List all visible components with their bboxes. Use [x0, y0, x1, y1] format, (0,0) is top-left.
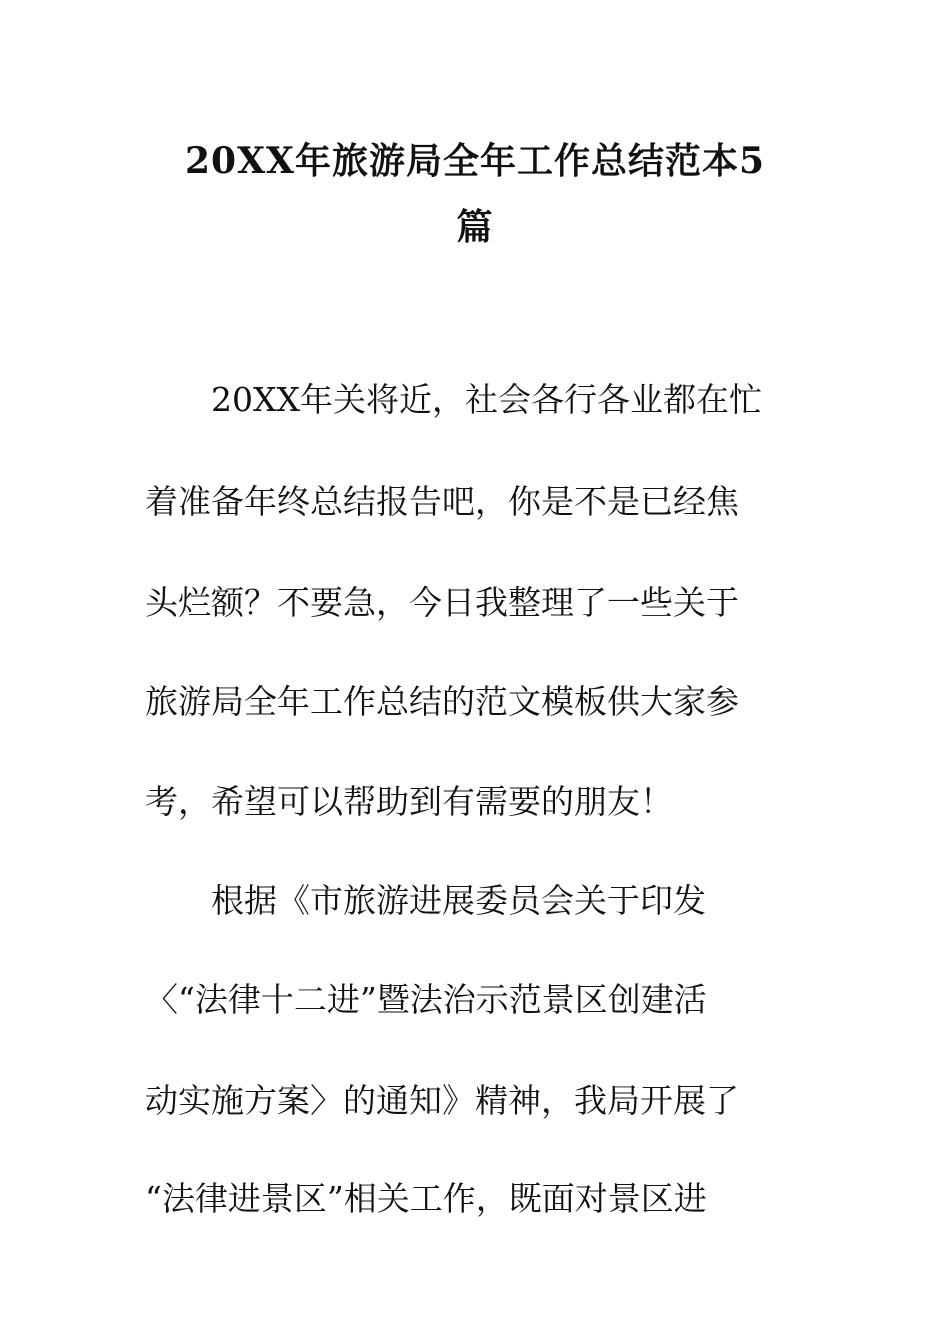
- paragraph-line: 〈“法律十二进”暨法治示范景区创建活: [145, 980, 707, 1019]
- title-line-1: 20XX年旅游局全年工作总结范本5: [184, 140, 765, 182]
- document-title: [145, 128, 805, 260]
- paragraph-line: 20XX年关将近，社会各行各业都在忙: [145, 380, 762, 419]
- paragraph-line: 头烂额？不要急，今日我整理了一些关于: [145, 583, 739, 622]
- paragraph-line: 动实施方案〉的通知》精神，我局开展了: [145, 1081, 739, 1120]
- paragraph-line: 根据《市旅游进展委员会关于印发: [145, 881, 706, 920]
- paragraph-line: 考，希望可以帮助到有需要的朋友！: [145, 782, 673, 821]
- paragraph-line: 着准备年终总结报告吧，你是不是已经焦: [145, 482, 739, 521]
- paragraph-line: 旅游局全年工作总结的范文模板供大家参: [145, 682, 739, 721]
- title-line-2: 篇: [456, 206, 494, 248]
- paragraph-line: “法律进景区”相关工作，既面对景区进: [145, 1179, 707, 1218]
